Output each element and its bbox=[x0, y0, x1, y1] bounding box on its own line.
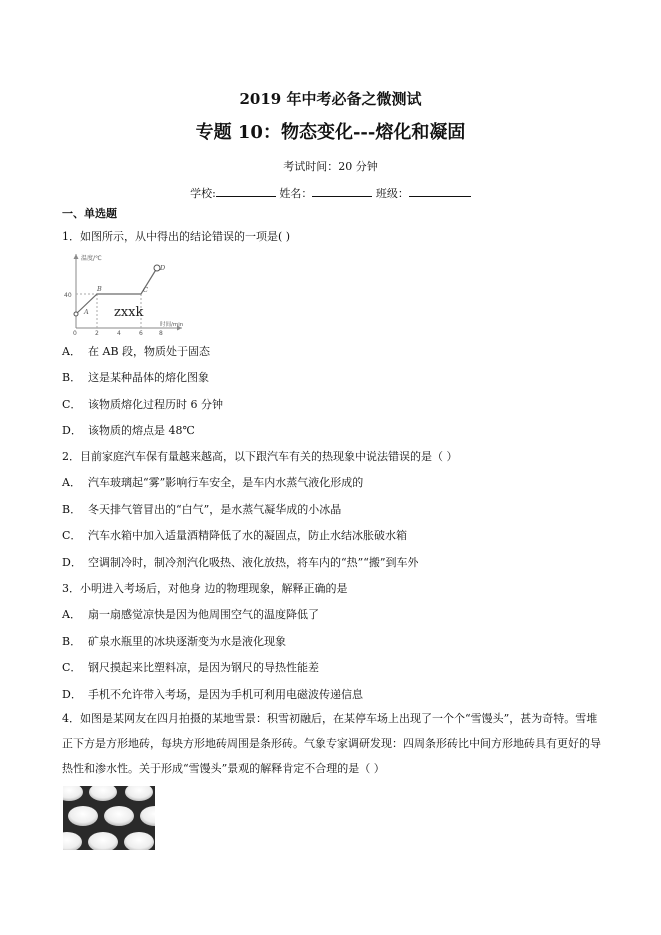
class-label: 班级： bbox=[375, 187, 409, 200]
snow-mound-photo bbox=[63, 786, 155, 850]
point-b-label: B bbox=[97, 285, 102, 293]
point-d-label: D bbox=[160, 264, 166, 272]
q2-option-d[interactable]: D． 空调制冷时，制冷剂汽化吸热、液化放热，将车内的“热”“搬”到车外 bbox=[62, 556, 419, 569]
graph-x-tick: 6 bbox=[139, 330, 143, 336]
name-blank[interactable] bbox=[312, 184, 372, 197]
q1-option-d[interactable]: D． 该物质的熔点是 48℃ bbox=[62, 424, 195, 437]
graph-y-label: 温度/℃ bbox=[81, 255, 102, 262]
question-3-stem: 3．小明进入考场后，对他身 边的物理现象，解释正确的是 bbox=[62, 582, 348, 595]
graph-x-label: 时间/min bbox=[160, 322, 184, 328]
q2-option-c[interactable]: C． 汽车水箱中加入适量酒精降低了水的凝固点，防止水结冰胀破水箱 bbox=[62, 529, 407, 542]
q3-option-d[interactable]: D． 手机不允许带入考场，是因为手机可利用电磁波传递信息 bbox=[62, 688, 363, 701]
graph-x-tick: 8 bbox=[159, 330, 163, 336]
q3-option-b[interactable]: B． 矿泉水瓶里的冰块逐渐变为水是液化现象 bbox=[62, 635, 286, 648]
school-blank[interactable] bbox=[216, 184, 276, 197]
student-info-line bbox=[0, 184, 661, 201]
name-label: 姓名： bbox=[279, 187, 313, 200]
curve-start bbox=[74, 312, 78, 316]
point-c-label: C bbox=[143, 286, 148, 294]
q3-option-c[interactable]: C． 钢尺摸起来比塑料凉，是因为钢尺的导热性能差 bbox=[62, 661, 319, 674]
q2-option-b[interactable]: B． 冬天排气管冒出的“白气”，是水蒸气凝华成的小冰晶 bbox=[62, 503, 342, 516]
q1-option-c[interactable]: C． 该物质熔化过程历时 6 分钟 bbox=[62, 398, 223, 411]
q3-option-a[interactable]: A． 扇一扇感觉凉快是因为他周围空气的温度降低了 bbox=[62, 608, 319, 621]
question-1-stem: 1．如图所示，从中得出的结论错误的一项是( ) bbox=[62, 230, 291, 243]
question-4-stem: 4．如图是某网友在四月拍摄的某地雪景：积雪初融后，在某停车场上出现了一个个“雪馒头”，甚为奇特。雪堆正下方是方形地砖，每块方形地砖周围是条形砖。气象专家调研发现：四周条形砖比中间方形地砖具有更好的导热性和渗水性。关于形成“雪馒头”景观的解释肯定不合理的是（ ） bbox=[62, 712, 601, 775]
question-2-stem: 2．目前家庭汽车保有量越来越高，以下跟汽车有关的热现象中说法错误的是（ ） bbox=[62, 450, 458, 463]
exam-series-title: 2019 年中考必备之微测试 bbox=[239, 90, 422, 108]
graph-y-tick: 40 bbox=[64, 292, 72, 299]
class-blank[interactable] bbox=[409, 184, 471, 197]
q1-option-a[interactable]: A． 在 AB 段，物质处于固态 bbox=[62, 345, 211, 358]
watermark-text: zxxk bbox=[114, 305, 144, 320]
section-heading: 一、单选题 bbox=[62, 207, 117, 220]
temperature-time-graph bbox=[64, 250, 186, 336]
exam-time: 考试时间：20 分钟 bbox=[283, 160, 378, 173]
q1-option-b[interactable]: B． 这是某种晶体的熔化图象 bbox=[62, 371, 209, 384]
point-a-label: A bbox=[84, 308, 89, 316]
page-title: 专题 10：物态变化---熔化和凝固 bbox=[195, 122, 466, 143]
graph-x-tick: 4 bbox=[117, 330, 121, 336]
graph-x-tick: 2 bbox=[95, 330, 99, 336]
graph-x-tick: 0 bbox=[73, 330, 77, 336]
y-axis-arrow bbox=[74, 254, 79, 259]
q2-option-a[interactable]: A． 汽车玻璃起“雾”影响行车安全，是车内水蒸气液化形成的 bbox=[62, 476, 364, 489]
school-label: 学校: bbox=[190, 187, 216, 200]
